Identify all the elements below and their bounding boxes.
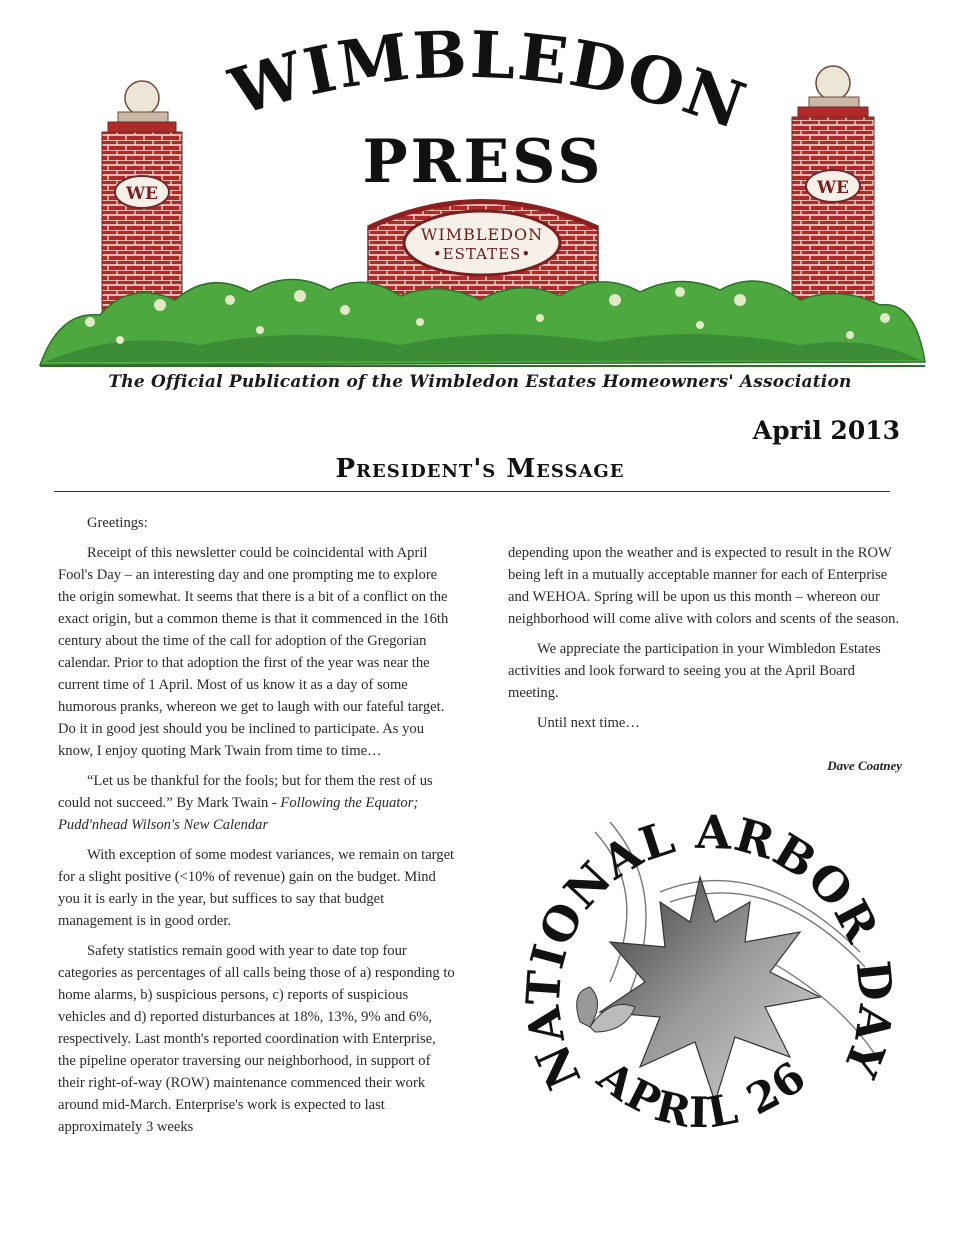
closing-line: Until next time… (537, 715, 640, 731)
right-pillar-monogram: WE (816, 178, 850, 198)
greeting: Greetings: (87, 515, 148, 531)
masthead-banner (0, 0, 960, 380)
sign-wimbledon-text: WIMBLEDON (420, 225, 544, 244)
left-pillar-monogram: WE (125, 184, 159, 204)
article-right-column (508, 542, 902, 742)
article-left-column (58, 512, 456, 1146)
arbor-day-emblem (500, 782, 910, 1192)
masthead-title-arc: WIMBLEDON (222, 17, 756, 145)
masthead-title-press: PRESS (362, 127, 604, 197)
paragraph-appreciation: We appreciate the participation in your Wimbledon Estates activities and look forward to seeing you at the April Board meeting. (508, 641, 881, 701)
title-divider (54, 491, 890, 492)
arbor-date-text: APRIL 26 (588, 1050, 816, 1138)
paragraph-budget: With exception of some modest variances, we remain on target for a slight positive (<10% of revenue) gain on the budget. Mind you it is early in the year, but suffices to say that budget management is in good order. (58, 847, 455, 929)
sign-estates-text: •ESTATES• (432, 245, 532, 263)
section-title: President's Message (335, 454, 625, 484)
paragraph-safety-continued: depending upon the weather and is expected to result in the ROW being left in a mutually acceptable manner for each of Enterprise and WEHOA. Spring will be upon us this month – whereon our neighborhood will come alive with colors and scents of the season. (508, 545, 900, 627)
masthead-tagline: The Official Publication of the Wimbledon Estates Homeowners' Association (108, 372, 852, 392)
paragraph-april-fools: Receipt of this newsletter could be coincidental with April Fool's Day – an interesting day and one prompting me to explore the origin somewhat. It seems that there is a bit of a conflict on the exact origin, but a common theme is that it commenced in the 16th century about the time of the call for adoption of the Gregorian calendar. Prior to that adoption the first of the year was near the current time of 1 April. Most of us know it as a day of some humorous pranks, whereon we get to laugh with our fateful target. Do it in good jest should you be inclined to participate. As you know, I enjoy quoting Mark Twain from time to time… (58, 545, 449, 759)
sprout-icon (577, 987, 635, 1032)
paragraph-twain-quote (58, 770, 456, 836)
twain-quote-source: Following the Equator; Pudd'nhead Wilson's New Calendar (58, 795, 419, 833)
issue-date: April 2013 (752, 416, 900, 445)
twain-quote-text: “Let us be thankful for the fools; but for them the rest of us could not succeed.” By Mark Twain - (58, 773, 433, 811)
paragraph-safety: Safety statistics remain good with year to date top four categories as percentages of all calls being those of a) responding to home alarms, b) suspicious persons, c) reports of suspicious vehicles and d) reported disturbances at 18%, 13%, 9% and 6%, respectively. Last month's reported coordination with Enterprise, the pipeline operator traversing our neighborhood, in support of their right-of-way (ROW) maintenance commenced their work around mid-March. Enterprise's work is expected to last approximately 3 weeks (58, 943, 455, 1135)
arbor-ring-text: NATIONAL ARBOR DAY (515, 804, 904, 1098)
signature: Dave Coatney (827, 758, 902, 773)
